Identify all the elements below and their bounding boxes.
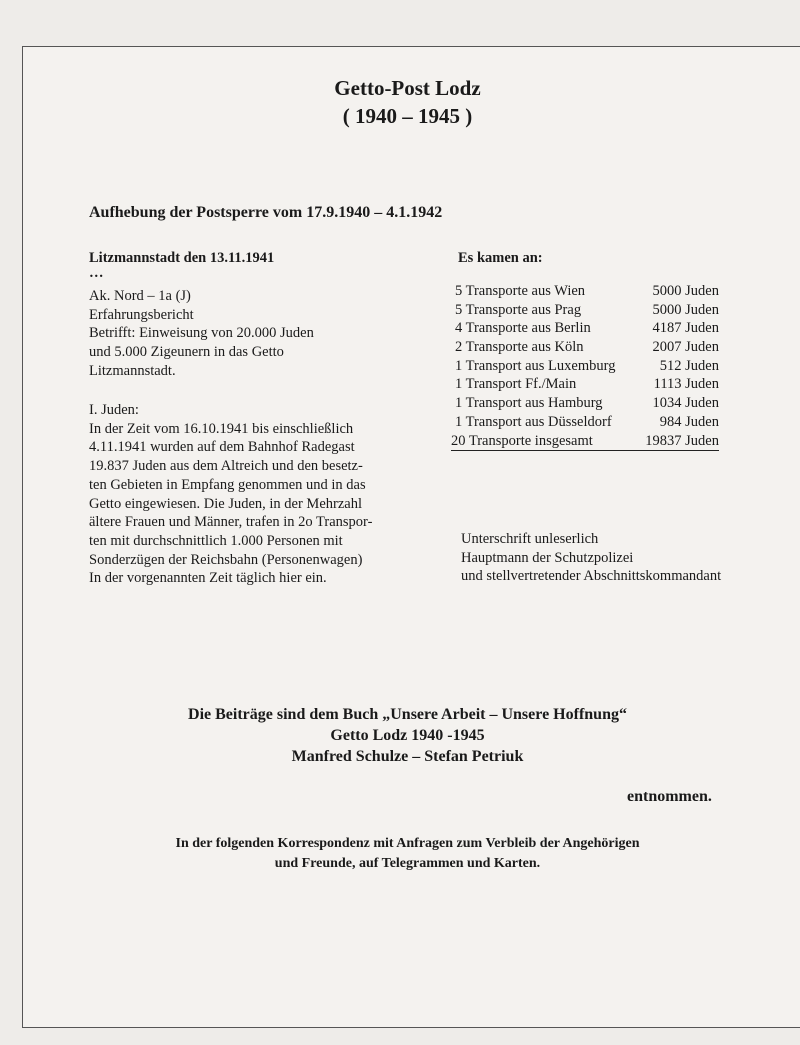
transport-cell: 1 Transport aus Hamburg — [455, 395, 603, 412]
section-line: 19.837 Juden aus dem Altreich und den besetz- — [89, 458, 363, 475]
transport-cell: 4 Transporte aus Berlin — [455, 320, 591, 337]
footer-line: und Freunde, auf Telegrammen und Karten. — [274, 856, 541, 871]
source-line: Die Beiträge sind dem Buch „Unsere Arbeit – Unsere Hoffnung“ — [188, 706, 627, 723]
report-intro — [89, 287, 314, 381]
signature-block — [461, 530, 721, 586]
table-total-row — [451, 432, 719, 452]
count-cell: 984 Juden — [659, 413, 719, 430]
source-line: Manfred Schulze – Stefan Petriuk — [291, 748, 524, 765]
source-taken: entnommen. — [627, 788, 712, 805]
table-row — [451, 282, 719, 301]
footer-block — [0, 834, 800, 874]
transport-cell: 1 Transport Ff./Main — [455, 376, 577, 393]
signature-line: Hauptmann der Schutzpolizei — [461, 549, 634, 566]
table-row — [451, 338, 719, 357]
table-row — [451, 319, 719, 338]
source-line: Getto Lodz 1940 -1945 — [330, 727, 485, 744]
section-line: Sonderzügen der Reichsbahn (Personenwagen) — [89, 551, 363, 568]
transport-cell: 5 Transporte aus Wien — [455, 283, 586, 299]
total-transport-cell: 20 Transporte insgesamt — [451, 432, 593, 449]
report-line: Litzmannstadt. — [89, 362, 176, 379]
transport-cell: 1 Transport aus Luxemburg — [455, 357, 616, 374]
table-row — [451, 413, 719, 432]
transport-cell: 1 Transport aus Düsseldorf — [455, 413, 612, 430]
page-years: ( 1940 – 1945 ) — [342, 104, 473, 128]
section-line: In der Zeit vom 16.10.1941 bis einschließlich — [89, 420, 354, 437]
report-line: Ak. Nord – 1a (J) — [89, 288, 191, 304]
signature-line: Unterschrift unleserlich — [461, 531, 599, 547]
count-cell: 5000 Juden — [652, 301, 719, 318]
source-block — [0, 704, 800, 767]
count-cell: 2007 Juden — [652, 339, 719, 356]
report-line: und 5.000 Zigeunern in das Getto — [89, 344, 284, 361]
page-title: Getto-Post Lodz — [334, 76, 481, 100]
arrivals-table — [451, 282, 719, 451]
report-ellipsis: … — [89, 265, 104, 281]
section-subtitle: Aufhebung der Postsperre vom 17.9.1940 – 4.1.1942 — [89, 204, 443, 221]
arrivals-heading: Es kamen an: — [458, 250, 543, 266]
section-heading: I. Juden: — [89, 402, 139, 418]
transport-cell: 2 Transporte aus Köln — [455, 339, 584, 356]
signature-line: und stellvertretender Abschnittskommandant — [461, 568, 722, 585]
table-row — [451, 301, 719, 320]
total-count-cell: 19837 Juden — [645, 432, 719, 449]
section-line: Getto eingewiesen. Die Juden, in der Mehrzahl — [89, 495, 362, 512]
count-cell: 1034 Juden — [652, 395, 719, 412]
section-line: ältere Frauen und Männer, trafen in 2o Transpor- — [89, 514, 373, 531]
section-line: 4.11.1941 wurden auf dem Bahnhof Radegast — [89, 439, 355, 456]
table-row — [451, 375, 719, 394]
report-section — [89, 401, 372, 588]
section-line: In der vorgenannten Zeit täglich hier ein. — [89, 570, 327, 587]
report-heading: Litzmannstadt den 13.11.1941 — [89, 250, 275, 266]
section-line: ten mit durchschnittlich 1.000 Personen mit — [89, 532, 343, 549]
report-line: Erfahrungsbericht — [89, 306, 194, 323]
count-cell: 1113 Juden — [653, 376, 719, 393]
transport-cell: 5 Transporte aus Prag — [455, 301, 582, 318]
table-row — [451, 394, 719, 413]
table-row — [451, 357, 719, 376]
footer-line: In der folgenden Korrespondenz mit Anfragen zum Verbleib der Angehörigen — [175, 836, 640, 851]
count-cell: 5000 Juden — [652, 283, 719, 299]
section-line: ten Gebieten in Empfang genommen und in das — [89, 476, 366, 493]
report-line: Betrifft: Einweisung von 20.000 Juden — [89, 325, 314, 342]
count-cell: 4187 Juden — [652, 320, 719, 337]
count-cell: 512 Juden — [659, 357, 719, 374]
